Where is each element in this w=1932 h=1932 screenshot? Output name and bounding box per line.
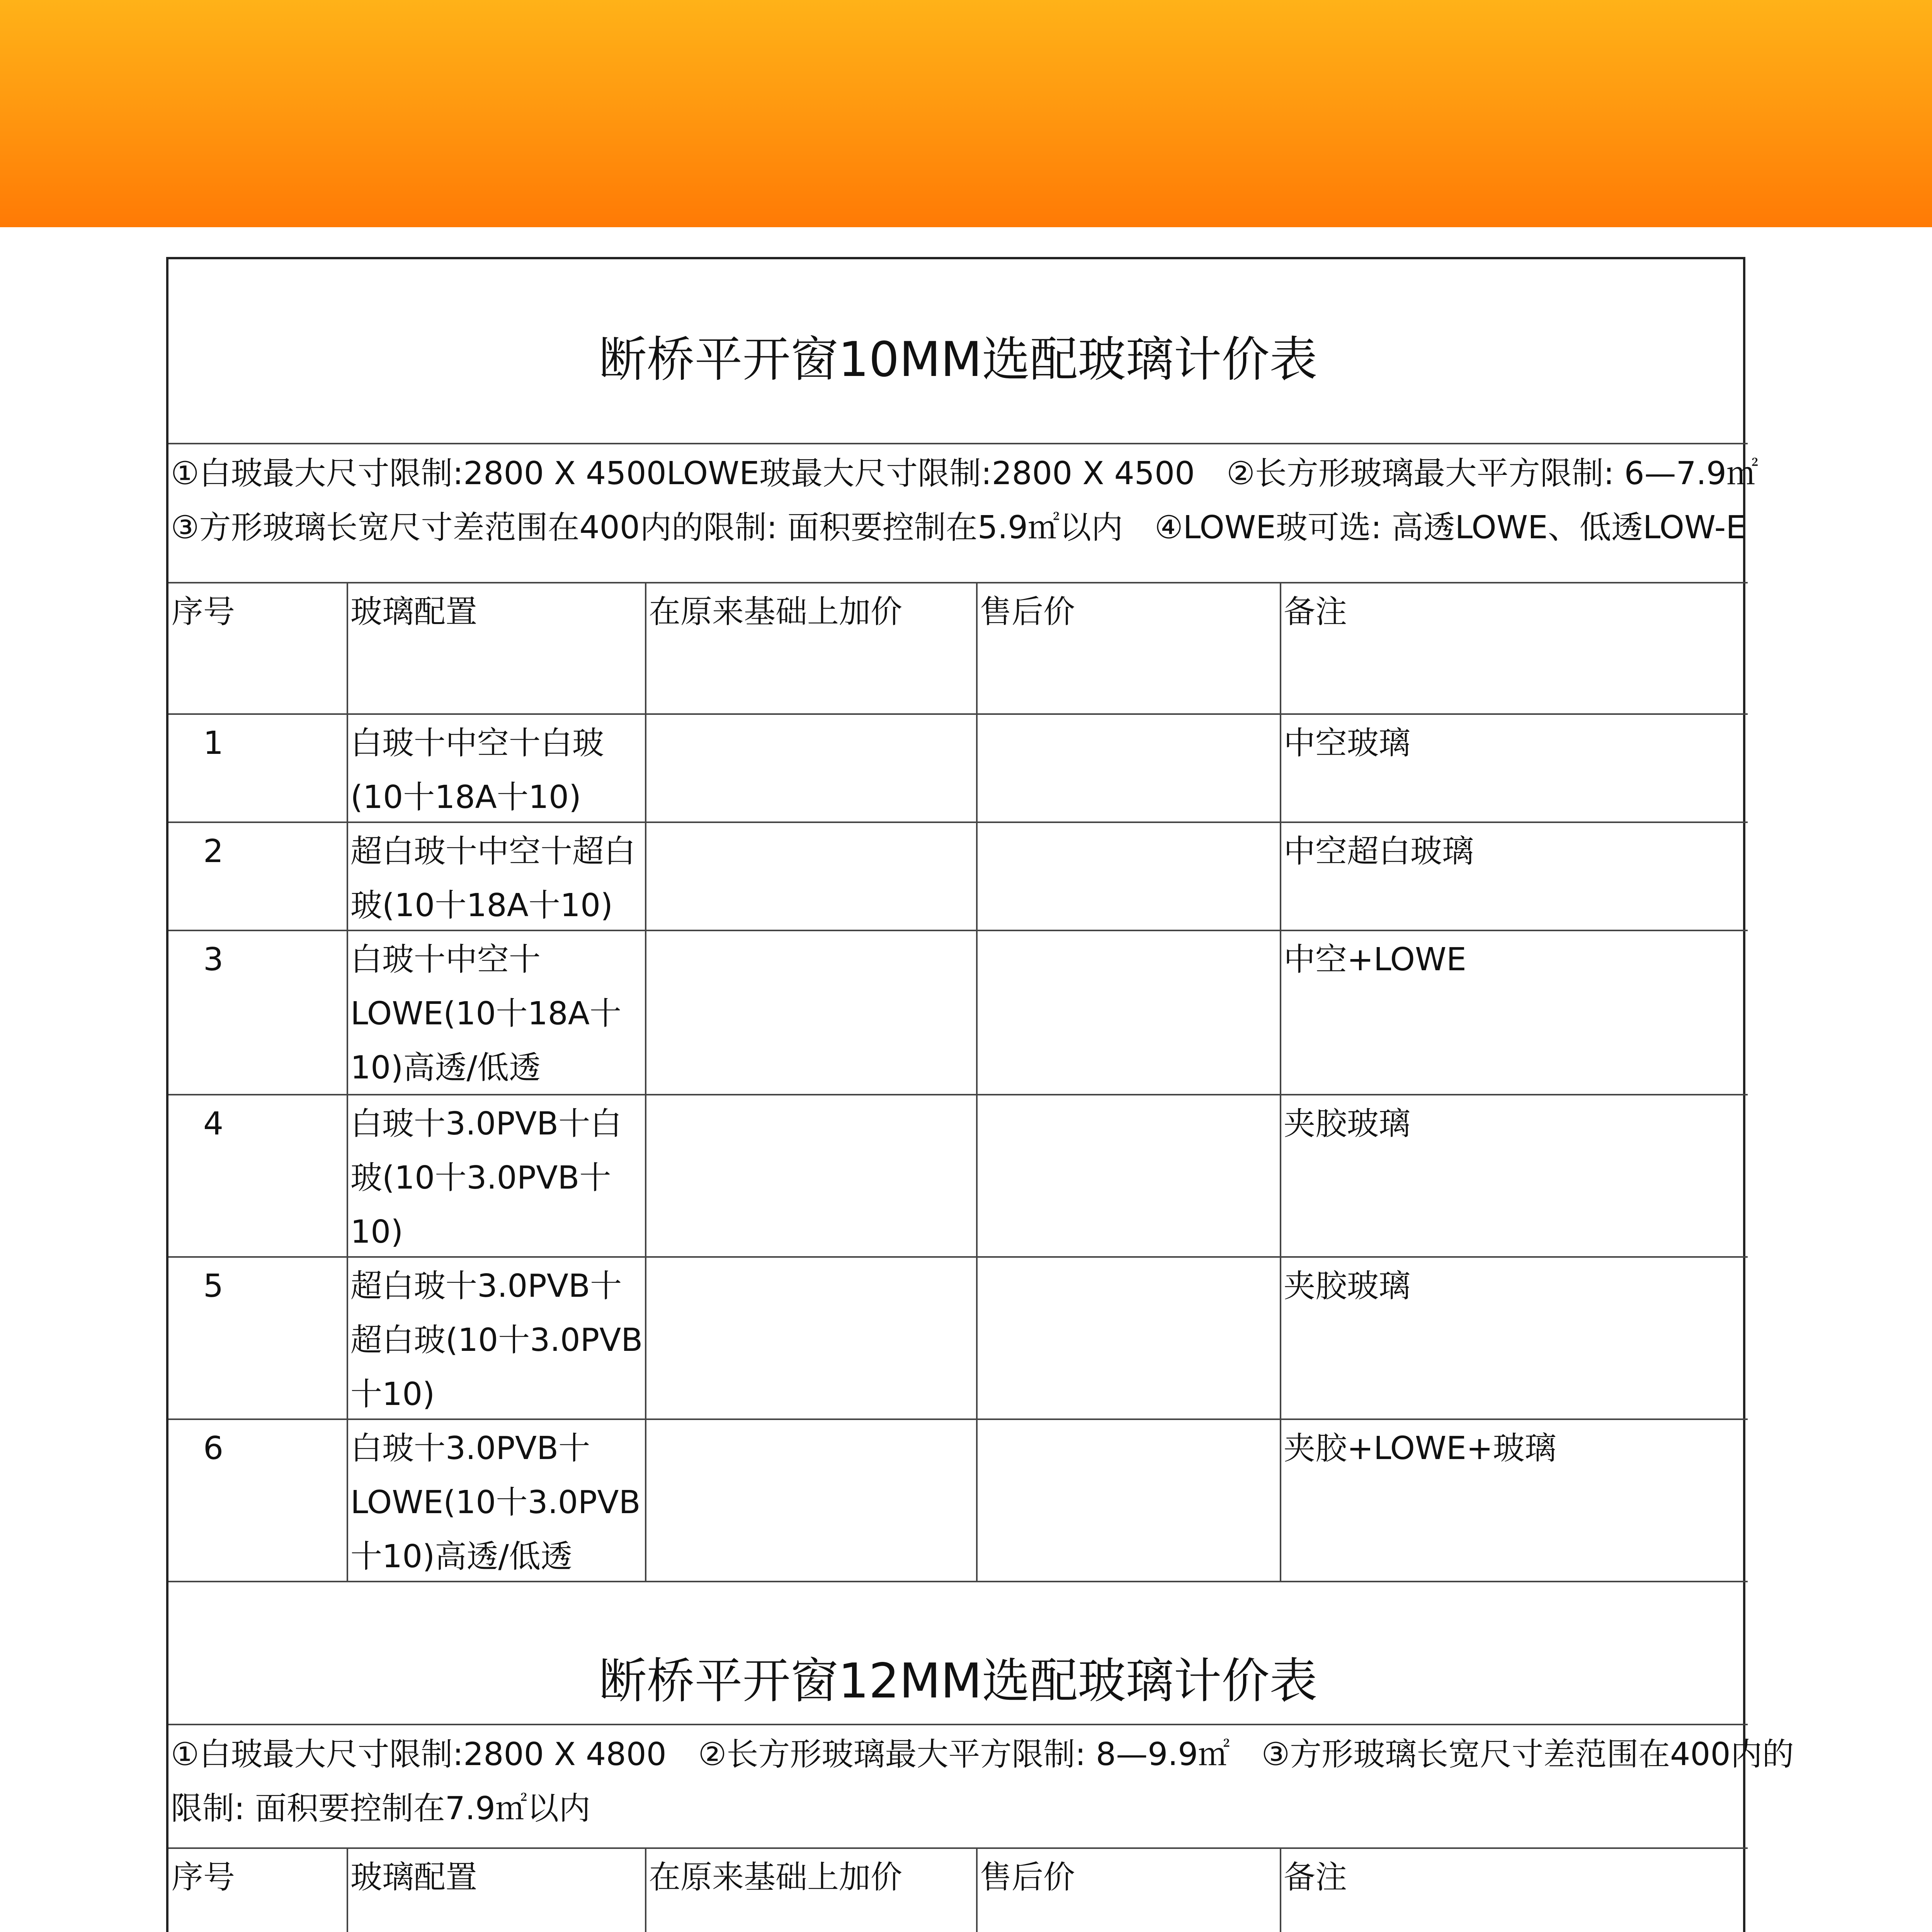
glass-config: (10十18A十10) (350, 779, 582, 816)
row-number: 6 (203, 1430, 224, 1467)
column-header: 玻璃配置 (350, 594, 478, 630)
notes-divider (168, 582, 1748, 583)
constraint-note: ①白玻最大尺寸限制:2800 X 4800 ②长方形玻璃最大平方限制: 8—9.9㎡ ③方形玻璃长宽尺寸差范围在400内的 (171, 1736, 1794, 1773)
glass-config: 超白玻十3.0PVB十 (350, 1268, 622, 1304)
constraint-note: ③方形玻璃长宽尺寸差范围在400内的限制: 面积要控制在5.9㎡以内 ④LOWE玻可选: 高透LOWE、低透LOW-E (171, 509, 1746, 546)
notes-divider (168, 1847, 1748, 1849)
row-number: 1 (203, 725, 224, 762)
glass-config: 玻(10十18A十10) (350, 887, 613, 924)
constraint-note: ①白玻最大尺寸限制:2800 X 4500LOWE玻最大尺寸限制:2800 X 4500 ②长方形玻璃最大平方限制: 6—7.9㎡ (171, 455, 1759, 492)
table-column-divider (1280, 1847, 1281, 1932)
column-header: 在原来基础上加价 (649, 594, 903, 630)
glass-config: 超白玻十中空十超白 (350, 833, 636, 870)
row-number: 3 (203, 941, 224, 978)
table-column-divider (1280, 582, 1281, 1581)
row-remark: 中空玻璃 (1284, 725, 1411, 762)
header-divider (168, 713, 1748, 715)
table-row-divider (168, 1256, 1748, 1258)
title-divider (168, 443, 1748, 444)
table-column-divider (976, 582, 978, 1581)
price-table (166, 257, 1794, 1932)
row-number: 4 (203, 1105, 224, 1142)
section-end-divider (168, 1581, 1748, 1582)
table-column-divider (645, 582, 646, 1581)
table-row-divider (168, 821, 1748, 823)
glass-config: 超白玻(10十3.0PVB (350, 1322, 643, 1359)
glass-config: 十10) (350, 1376, 435, 1413)
glass-config: LOWE(10十3.0PVB (350, 1484, 641, 1521)
row-remark: 夹胶玻璃 (1284, 1105, 1411, 1142)
glass-config: 白玻十3.0PVB十白 (350, 1105, 622, 1142)
column-header: 序号 (172, 594, 235, 630)
table-column-divider (645, 1847, 646, 1932)
column-header: 备注 (1284, 1859, 1347, 1896)
table-row-divider (168, 1418, 1748, 1420)
column-header: 玻璃配置 (350, 1859, 478, 1896)
row-remark: 中空+LOWE (1284, 941, 1466, 978)
section-title: 断桥平开窗12MM选配玻璃计价表 (599, 1653, 1318, 1709)
row-number: 2 (203, 833, 224, 870)
title-divider (168, 1724, 1748, 1725)
table-row-divider (168, 1094, 1748, 1095)
header-banner (0, 0, 1932, 227)
table-column-divider (347, 1847, 348, 1932)
constraint-note: 限制: 面积要控制在7.9㎡以内 (171, 1790, 591, 1827)
glass-config: 白玻十3.0PVB十 (350, 1430, 590, 1467)
column-header: 售后价 (980, 594, 1075, 630)
table-row-divider (168, 930, 1748, 931)
glass-config: 10)高透/低透 (350, 1049, 541, 1086)
table-column-divider (976, 1847, 978, 1932)
column-header: 售后价 (980, 1859, 1075, 1896)
section-title: 断桥平开窗10MM选配玻璃计价表 (599, 332, 1318, 388)
glass-config: 10) (350, 1214, 403, 1250)
table-column-divider (347, 582, 348, 1581)
glass-config: 十10)高透/低透 (350, 1538, 572, 1575)
column-header: 在原来基础上加价 (649, 1859, 903, 1896)
glass-config: 玻(10十3.0PVB十 (350, 1160, 611, 1196)
row-number: 5 (203, 1268, 224, 1304)
glass-config: 白玻十中空十白玻 (350, 725, 604, 762)
column-header: 序号 (172, 1859, 235, 1896)
glass-config: 白玻十中空十 (350, 941, 541, 978)
row-remark: 夹胶玻璃 (1284, 1268, 1411, 1304)
column-header: 备注 (1284, 594, 1347, 630)
row-remark: 中空超白玻璃 (1284, 833, 1474, 870)
glass-config: LOWE(10十18A十 (350, 995, 621, 1032)
row-remark: 夹胶+LOWE+玻璃 (1284, 1430, 1556, 1467)
